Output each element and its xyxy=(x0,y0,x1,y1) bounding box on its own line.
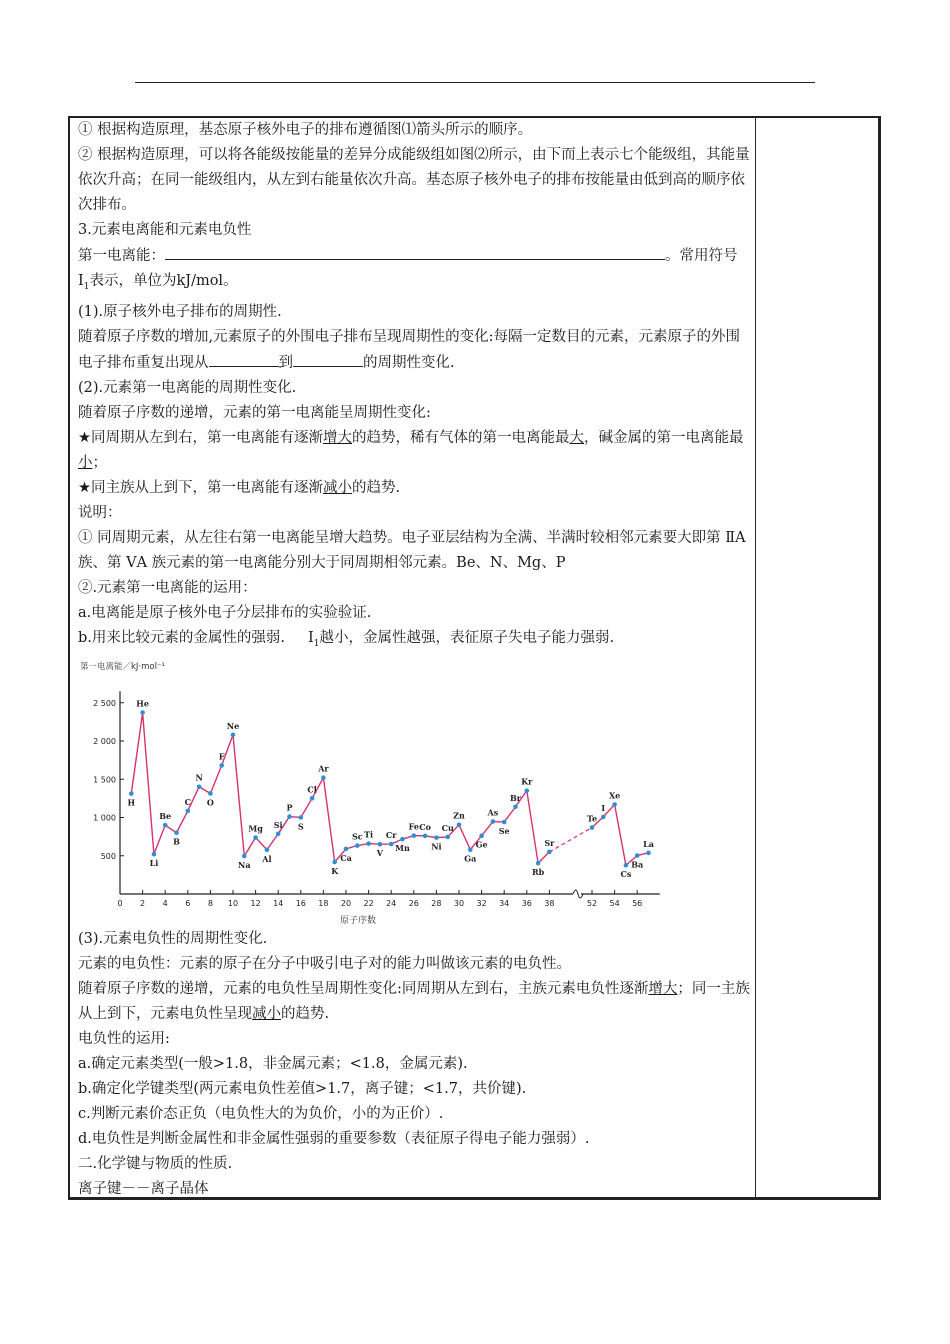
text-line: 元素的电负性：元素的原子在分子中吸引电子对的能力叫做该元素的电负性。 xyxy=(78,955,571,972)
underlined-answer: 增大 xyxy=(323,429,352,446)
data-label: Ga xyxy=(464,853,477,864)
data-point xyxy=(491,819,496,824)
data-label: Kr xyxy=(521,776,533,787)
data-point xyxy=(502,819,507,824)
data-point xyxy=(208,791,213,796)
subscript: 1 xyxy=(313,638,320,649)
data-point xyxy=(299,815,304,820)
data-label: Sc xyxy=(351,831,363,842)
x-tick-label: 16 xyxy=(295,898,306,908)
x-tick-label: 20 xyxy=(340,898,352,908)
text-line: ① 同周期元素，从左往右第一电离能呈增大趋势。电子亚层结构为全满、半满时较相邻元素要大即第 ⅡA 族、第 ⅤA 族元素的第一电离能分别大于同周期相邻元素。Be、N、Mg、P xyxy=(78,529,746,571)
data-point xyxy=(423,833,428,838)
y-tick-label: 1 000 xyxy=(93,813,116,823)
data-point xyxy=(635,853,640,858)
fill-blank xyxy=(209,350,279,367)
x-tick-label: 22 xyxy=(363,898,374,908)
text-fragment: b.用来比较元素的金属性的强弱. I xyxy=(78,629,314,646)
underlined-answer: 减小 xyxy=(252,1005,281,1022)
text-line: d.电负性是判断金属性和非金属性强弱的重要参数（表征原子得电子能力强弱）. xyxy=(78,1130,590,1147)
data-point xyxy=(468,847,473,852)
text-fragment: 越小，金属性越强，表征原子失电子能力强弱. xyxy=(319,629,615,646)
underlined-answer: 减小 xyxy=(323,479,352,496)
data-point xyxy=(601,814,606,819)
x-tick-label: 32 xyxy=(476,898,487,908)
text-line xyxy=(78,626,750,657)
data-point xyxy=(624,863,629,868)
underlined-answer: 小 xyxy=(78,454,93,471)
data-label: S xyxy=(297,821,304,832)
data-point xyxy=(355,843,360,848)
data-label: Ar xyxy=(318,763,329,774)
data-label: He xyxy=(136,698,149,709)
data-point xyxy=(457,822,462,827)
data-point xyxy=(525,788,530,793)
data-point xyxy=(513,804,518,809)
data-point xyxy=(434,835,439,840)
data-point xyxy=(479,833,484,838)
data-label: H xyxy=(127,797,136,808)
data-point xyxy=(219,763,224,768)
x-tick-label: 0 xyxy=(117,898,123,908)
data-point xyxy=(287,814,292,819)
text-fragment: 随着原子序数的递增，元素的电负性呈周期性变化:同周期从左到右，主族元素电负性逐渐 xyxy=(78,980,649,997)
data-point xyxy=(265,847,270,852)
data-label: Al xyxy=(262,853,272,864)
text-line: 离子键－－离子晶体 xyxy=(78,1180,209,1197)
data-label: I xyxy=(601,802,606,813)
x-tick-label: 52 xyxy=(586,898,598,908)
x-tick-label: 30 xyxy=(453,898,465,908)
text-line: ②.元素第一电离能的运用： xyxy=(78,579,257,596)
underlined-answer: 增大 xyxy=(648,980,678,997)
data-point xyxy=(321,775,326,780)
data-label: Ne xyxy=(226,720,240,731)
data-label: Xe xyxy=(608,790,621,801)
data-point xyxy=(612,802,617,807)
data-point xyxy=(378,842,383,847)
data-label: N xyxy=(195,772,203,783)
y-tick-label: 2 000 xyxy=(93,736,116,746)
data-point xyxy=(152,852,157,857)
data-label: B xyxy=(173,836,180,847)
data-point xyxy=(140,710,145,715)
data-point xyxy=(310,796,315,801)
y-tick-label: 500 xyxy=(100,851,116,861)
text-fragment: ，碱金属的第一电离能最 xyxy=(584,429,744,446)
data-label: Ca xyxy=(340,852,352,863)
series-gap-connector xyxy=(549,827,592,851)
data-label: Rb xyxy=(531,866,545,877)
data-point xyxy=(445,834,450,839)
subscript: 1 xyxy=(83,281,90,292)
text-fragment: ； xyxy=(92,454,107,471)
x-tick-label: 38 xyxy=(544,898,555,908)
data-label: O xyxy=(206,797,214,808)
text-line xyxy=(78,426,750,476)
x-axis-label: 原子序数 xyxy=(339,915,377,926)
data-label: K xyxy=(331,865,339,876)
data-label: V xyxy=(376,847,384,858)
underlined-answer: 大 xyxy=(569,429,584,446)
data-label: C xyxy=(184,796,191,807)
text-line xyxy=(78,243,750,300)
text-line: b.确定化学键类型(两元素电负性差值>1.7，离子键；<1.7，共价键). xyxy=(78,1080,527,1097)
x-tick-label: 24 xyxy=(386,898,397,908)
data-label: La xyxy=(643,838,654,849)
text-line xyxy=(78,476,750,501)
star-icon: ★ xyxy=(78,429,91,446)
data-label: P xyxy=(286,802,293,813)
data-label: Li xyxy=(149,858,159,869)
subheading: (1).原子核外电子排布的周期性. xyxy=(78,303,282,320)
header-rule xyxy=(135,82,815,83)
x-tick-label: 2 xyxy=(140,898,146,908)
data-point xyxy=(197,784,202,789)
data-label: Sr xyxy=(544,837,555,848)
text-fragment: 。常用符号 I xyxy=(78,248,738,289)
x-tick-label: 10 xyxy=(227,898,239,908)
x-tick-label: 12 xyxy=(250,898,261,908)
data-point xyxy=(536,861,541,866)
text-fragment: 同周期从左到右，第一电离能有逐渐 xyxy=(91,429,323,446)
text-line: ② 根据构造原理，可以将各能级按能量的差异分成能级组如图⑵所示，由下而上表示七个能级组，其能量依次升高；在同一能级组内，从左到右能量依次升高。基态原子核外电子的排布按能量由低到高的顺序依次排布。 xyxy=(78,147,750,213)
data-point xyxy=(332,859,337,864)
subheading: 二.化学键与物质的性质. xyxy=(78,1155,233,1172)
data-point xyxy=(400,837,405,842)
data-point xyxy=(412,833,417,838)
data-point xyxy=(366,841,371,846)
data-point xyxy=(242,854,247,859)
data-label: F xyxy=(218,751,225,762)
text-fragment: 随着原子序数的增加,元素原子的外围电子排布呈现周期性的变化:每隔一定数目的元素，元素原子的外围电子排布重复出现从 xyxy=(78,328,740,371)
x-tick-label: 54 xyxy=(609,898,620,908)
x-tick-label: 56 xyxy=(632,898,643,908)
series-line xyxy=(592,804,649,865)
data-label: Br xyxy=(510,792,521,803)
data-label: Zn xyxy=(453,810,465,821)
section-heading: 3.元素电离能和元素电负性 xyxy=(78,222,252,238)
data-label: Ba xyxy=(631,859,644,870)
x-tick-label: 18 xyxy=(318,898,329,908)
data-point xyxy=(163,823,168,828)
data-label: Na xyxy=(238,859,251,870)
star-icon: ★ xyxy=(78,479,91,496)
text-line xyxy=(78,977,750,1027)
text-fragment: 的周期性变化. xyxy=(363,354,455,371)
data-point xyxy=(174,830,179,835)
data-label: Si xyxy=(273,819,283,830)
y-axis-label: 第一电离能／kJ·mol⁻¹ xyxy=(80,661,165,672)
subheading: (3).元素电负性的周期性变化. xyxy=(78,930,268,947)
x-tick-label: 14 xyxy=(273,898,284,908)
text-line: 说明： xyxy=(78,504,122,521)
data-point xyxy=(646,850,651,855)
text-line xyxy=(78,325,750,376)
x-tick-label: 6 xyxy=(185,898,191,908)
data-label: Cl xyxy=(307,784,317,795)
text-fragment: 同主族从上到下，第一电离能有逐渐 xyxy=(91,479,323,496)
data-point xyxy=(129,791,134,796)
text-fragment: 表示，单位为kJ/mol。 xyxy=(89,273,238,289)
x-tick-label: 36 xyxy=(521,898,532,908)
y-tick-label: 2 500 xyxy=(93,698,116,708)
x-tick-label: 28 xyxy=(431,898,442,908)
data-point xyxy=(590,825,595,830)
text-fragment: 到 xyxy=(278,354,293,371)
data-point xyxy=(231,732,236,737)
data-label: Mg xyxy=(248,823,263,834)
x-tick-label: 8 xyxy=(207,898,213,908)
x-tick-label: 4 xyxy=(162,898,168,908)
data-label: Cs xyxy=(620,869,632,880)
text-line: a.电离能是原子核外电子分层排布的实验验证. xyxy=(78,604,372,621)
data-point xyxy=(389,842,394,847)
data-label: Te xyxy=(586,813,598,824)
data-label: Mn xyxy=(395,842,410,853)
x-tick-label: 26 xyxy=(408,898,419,908)
data-label: Se xyxy=(498,825,510,836)
text-fragment: ；同一主族从上到下，元素电负性呈现 xyxy=(78,980,750,1022)
text-fragment: 的趋势. xyxy=(281,1005,330,1022)
side-column-divider xyxy=(755,116,756,1200)
data-point xyxy=(276,831,281,836)
data-label: Ge xyxy=(475,839,488,850)
subheading: (2).元素第一电离能的周期性变化. xyxy=(78,379,297,396)
text-line: a.确定元素类型(一般>1.8，非金属元素；<1.8，金属元素). xyxy=(78,1055,468,1072)
data-point xyxy=(253,835,258,840)
data-point xyxy=(344,846,349,851)
text-line: ① 根据构造原理，基态原子核外电子的排布遵循图⑴箭头所示的顺序。 xyxy=(78,122,533,138)
data-label: Cr xyxy=(385,829,397,840)
text-line: 电负性的运用: xyxy=(78,1030,170,1047)
text-fragment: 的趋势. xyxy=(352,479,401,496)
x-tick-label: 34 xyxy=(499,898,510,908)
data-point xyxy=(547,849,552,854)
y-tick-label: 1 500 xyxy=(93,775,116,785)
text-fragment: 的趋势，稀有气体的第一电离能最 xyxy=(352,429,570,446)
text-line: 随着原子序数的递增，元素的第一电离能呈周期性变化: xyxy=(78,404,431,421)
data-label: Co xyxy=(419,821,431,832)
fill-blank xyxy=(293,350,363,367)
ionization-energy-chart xyxy=(78,657,750,927)
data-point xyxy=(186,808,191,813)
fill-blank xyxy=(165,243,665,260)
text-line: c.判断元素价态正负（电负性大的为负价，小的为正价）. xyxy=(78,1105,444,1122)
data-label: Ti xyxy=(364,829,374,840)
data-label: As xyxy=(487,807,499,818)
text-fragment: 第一电离能： xyxy=(78,248,165,264)
chart-svg xyxy=(78,657,750,927)
data-label: Cu xyxy=(441,822,454,833)
data-label: Ni xyxy=(431,841,442,852)
data-label: Be xyxy=(159,810,172,821)
data-label: Fe xyxy=(408,821,419,832)
content-cell xyxy=(78,118,750,1202)
